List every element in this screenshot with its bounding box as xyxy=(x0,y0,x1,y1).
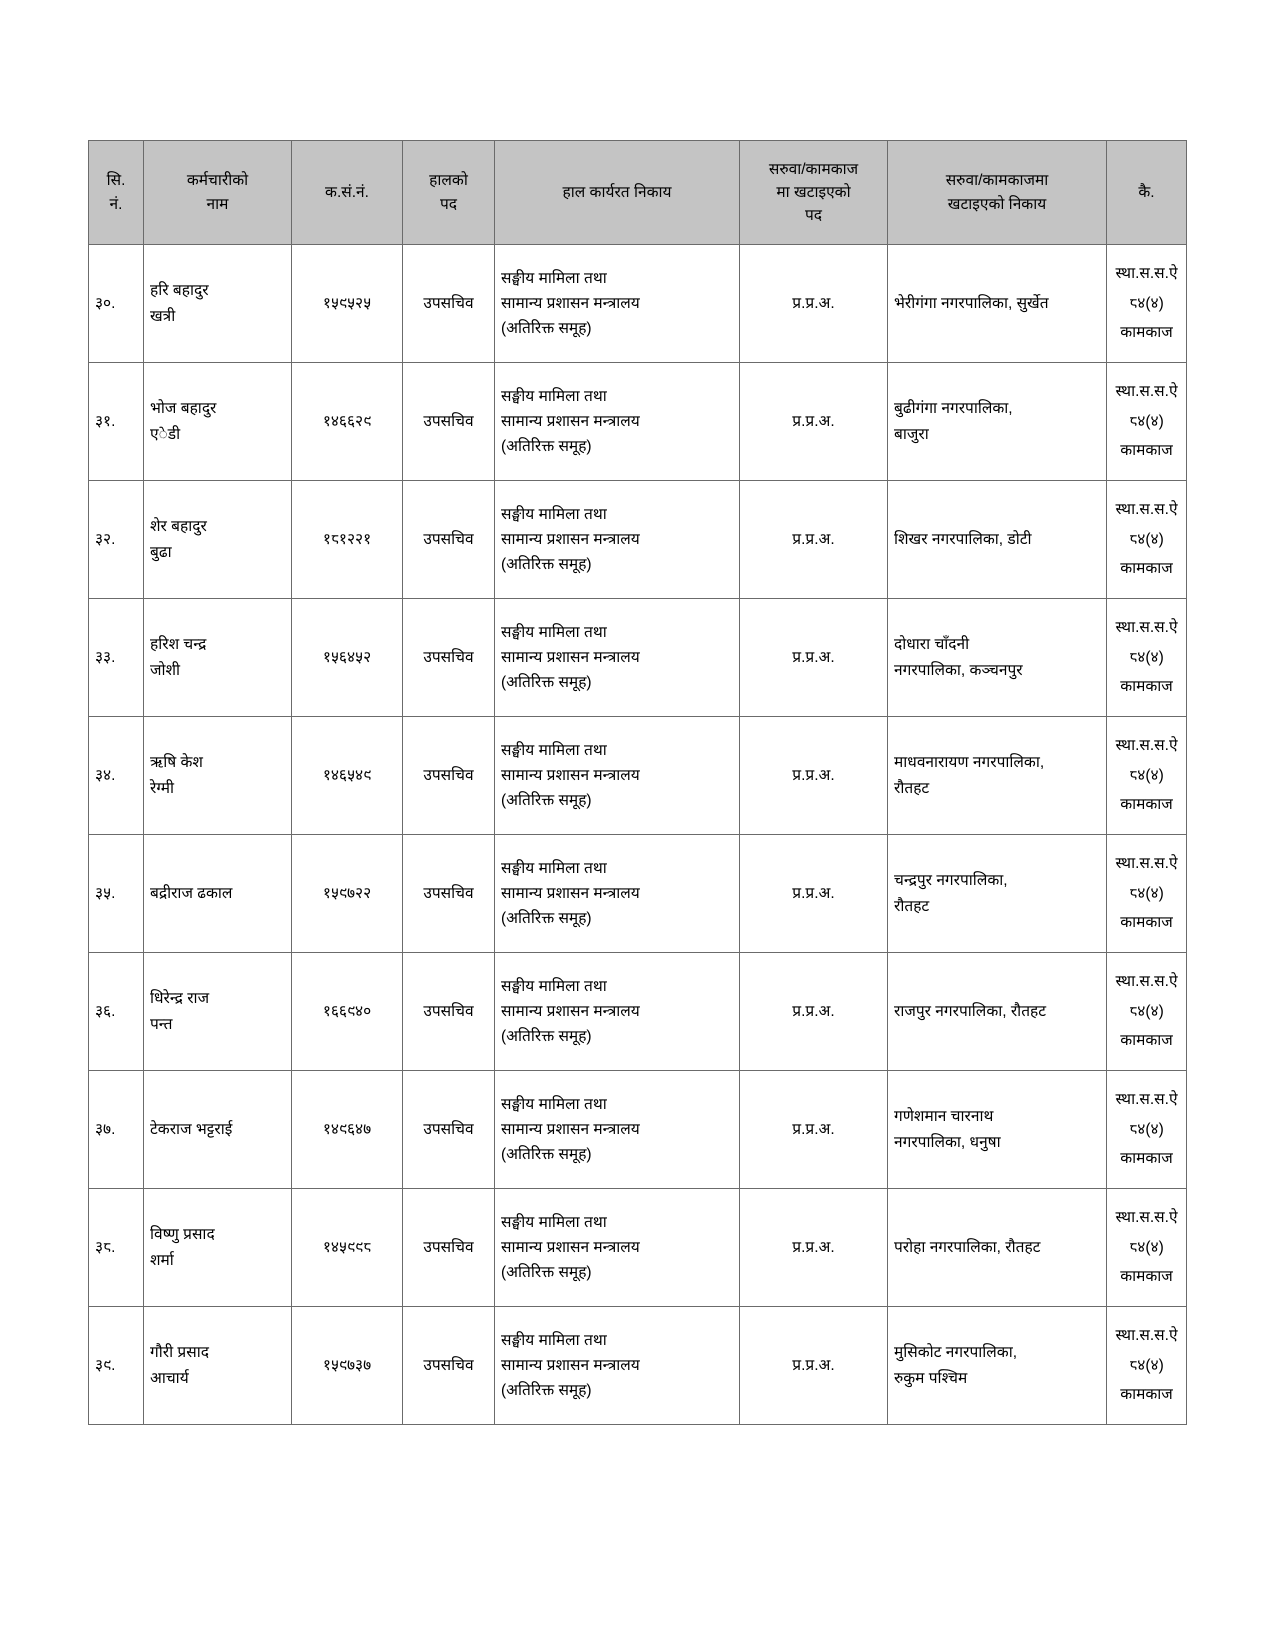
cell-employee-name xyxy=(144,1189,292,1307)
header-name-line2: नाम xyxy=(206,195,229,213)
table-row xyxy=(89,1071,1187,1189)
new-office-line1: चन्द्रपुर नगरपालिका, xyxy=(894,872,1008,890)
transfer-deputation-table xyxy=(88,140,1187,1425)
current-office-line2: सामान्य प्रशासन मन्त्रालय xyxy=(501,412,640,430)
cell-new-post xyxy=(740,363,888,481)
column-header-remarks: कै. xyxy=(1107,141,1187,245)
new-office-line2: बाजुरा xyxy=(894,425,929,443)
cell-employee-name xyxy=(144,1071,292,1189)
cell-new-post xyxy=(740,599,888,717)
cell-remarks xyxy=(1107,835,1187,953)
current-office-line3: (अतिरिक्त समूह) xyxy=(501,1382,592,1400)
header-newoff-line2: खटाइएको निकाय xyxy=(947,195,1047,213)
cell-new-post xyxy=(740,1307,888,1425)
new-post-text: प्र.प्र.अ. xyxy=(792,530,835,548)
new-post-text: प्र.प्र.अ. xyxy=(792,1002,835,1020)
cell-serial-number xyxy=(89,481,144,599)
cell-new-post xyxy=(740,717,888,835)
table-row xyxy=(89,481,1187,599)
cell-employee-name xyxy=(144,481,292,599)
current-office-line1: सङ्घीय मामिला तथा xyxy=(501,1331,607,1349)
employee-name-line2: जोशी xyxy=(150,661,181,679)
employee-name-line1: बद्रीराज ढकाल xyxy=(150,884,233,902)
serial-number-text: ३५. xyxy=(95,884,116,902)
current-post-text: उपसचिव xyxy=(423,1002,474,1020)
header-newpost-line1: सरुवा/कामकाज xyxy=(768,160,859,178)
employee-number-text: १५९७२२ xyxy=(322,884,372,902)
current-office-line3: (अतिरिक्त समूह) xyxy=(501,320,592,338)
table-row xyxy=(89,363,1187,481)
cell-new-office xyxy=(888,835,1107,953)
serial-number-text: ३६. xyxy=(95,1002,116,1020)
cell-current-post xyxy=(403,717,495,835)
cell-current-office xyxy=(495,599,740,717)
new-post-text: प्र.प्र.अ. xyxy=(792,884,835,902)
employee-name-line1: धिरेन्द्र राज xyxy=(150,990,210,1008)
employee-name-line1: विष्णु प्रसाद xyxy=(150,1226,215,1244)
current-office-line3: (अतिरिक्त समूह) xyxy=(501,792,592,810)
cell-employee-name xyxy=(144,599,292,717)
current-office-line3: (अतिरिक्त समूह) xyxy=(501,1146,592,1164)
new-office-line2: नगरपालिका, कञ्चनपुर xyxy=(894,661,1023,679)
column-header-current-office: हाल कार्यरत निकाय xyxy=(495,141,740,245)
current-office-line3: (अतिरिक्त समूह) xyxy=(501,556,592,574)
current-post-text: उपसचिव xyxy=(423,294,474,312)
cell-employee-number xyxy=(292,245,403,363)
cell-employee-number xyxy=(292,953,403,1071)
column-header-new-office xyxy=(888,141,1107,245)
serial-number-text: ३१. xyxy=(95,412,116,430)
new-post-text: प्र.प्र.अ. xyxy=(792,1120,835,1138)
cell-employee-name xyxy=(144,835,292,953)
column-header-current-post xyxy=(403,141,495,245)
column-header-serial-number xyxy=(89,141,144,245)
new-office-line2: रौतहट xyxy=(894,897,930,915)
cell-new-office xyxy=(888,953,1107,1071)
cell-remarks xyxy=(1107,1189,1187,1307)
remarks-line3: कामकाज xyxy=(1120,442,1173,460)
serial-number-text: ३३. xyxy=(95,648,116,666)
employee-name-line1: टेकराज भट्टराई xyxy=(150,1120,233,1138)
employee-name-line2: एेडी xyxy=(150,425,181,443)
current-office-line3: (अतिरिक्त समूह) xyxy=(501,1264,592,1282)
cell-serial-number xyxy=(89,599,144,717)
serial-number-text: ३२. xyxy=(95,530,116,548)
employee-name-line1: ऋषि केश xyxy=(150,754,203,772)
cell-serial-number xyxy=(89,835,144,953)
current-office-line2: सामान्य प्रशासन मन्त्रालय xyxy=(501,766,640,784)
employee-name-line2: शर्मा xyxy=(150,1251,174,1269)
current-office-line2: सामान्य प्रशासन मन्त्रालय xyxy=(501,1238,640,1256)
new-post-text: प्र.प्र.अ. xyxy=(792,1238,835,1256)
new-post-text: प्र.प्र.अ. xyxy=(792,294,835,312)
cell-serial-number xyxy=(89,1071,144,1189)
remarks-line2: ८४(४) xyxy=(1129,1238,1164,1256)
cell-remarks xyxy=(1107,953,1187,1071)
cell-new-office xyxy=(888,1189,1107,1307)
current-office-line1: सङ्घीय मामिला तथा xyxy=(501,1095,607,1113)
cell-new-office xyxy=(888,363,1107,481)
header-newoff-line1: सरुवा/कामकाजमा xyxy=(945,172,1049,190)
current-office-line1: सङ्घीय मामिला तथा xyxy=(501,623,607,641)
cell-current-post xyxy=(403,835,495,953)
employee-number-text: १५९५२५ xyxy=(322,294,372,312)
remarks-line1: स्था.स.स.ऐ xyxy=(1115,737,1178,755)
cell-employee-name xyxy=(144,953,292,1071)
header-name-line1: कर्मचारीको xyxy=(186,172,249,190)
new-office-line1: शिखर नगरपालिका, डोटी xyxy=(894,530,1032,548)
cell-remarks xyxy=(1107,363,1187,481)
cell-employee-number xyxy=(292,481,403,599)
table-header xyxy=(89,141,1187,245)
employee-name-line1: हरि बहादुर xyxy=(150,282,209,300)
remarks-line2: ८४(४) xyxy=(1129,1120,1164,1138)
header-newpost-line2: मा खटाइएको xyxy=(776,183,851,201)
current-office-line2: सामान्य प्रशासन मन्त्रालय xyxy=(501,884,640,902)
cell-employee-number xyxy=(292,835,403,953)
remarks-line2: ८४(४) xyxy=(1129,766,1164,784)
cell-remarks xyxy=(1107,481,1187,599)
remarks-line1: स्था.स.स.ऐ xyxy=(1115,1209,1178,1227)
cell-employee-number xyxy=(292,1189,403,1307)
new-office-line1: गणेशमान चारनाथ xyxy=(894,1108,994,1126)
remarks-line1: स्था.स.स.ऐ xyxy=(1115,1327,1178,1345)
cell-remarks xyxy=(1107,1307,1187,1425)
new-office-line1: बुढीगंगा नगरपालिका, xyxy=(894,400,1013,418)
employee-name-line2: रेग्मी xyxy=(150,779,174,797)
cell-current-office xyxy=(495,363,740,481)
remarks-line1: स्था.स.स.ऐ xyxy=(1115,973,1178,991)
cell-serial-number xyxy=(89,363,144,481)
current-post-text: उपसचिव xyxy=(423,884,474,902)
cell-remarks xyxy=(1107,599,1187,717)
cell-employee-name xyxy=(144,363,292,481)
cell-employee-name xyxy=(144,1307,292,1425)
cell-new-office xyxy=(888,1071,1107,1189)
current-office-line3: (अतिरिक्त समूह) xyxy=(501,438,592,456)
cell-current-office xyxy=(495,717,740,835)
remarks-line3: कामकाज xyxy=(1120,324,1173,342)
cell-new-office xyxy=(888,481,1107,599)
cell-serial-number xyxy=(89,1307,144,1425)
table-row xyxy=(89,245,1187,363)
header-row xyxy=(89,141,1187,245)
current-office-line1: सङ्घीय मामिला तथा xyxy=(501,859,607,877)
cell-employee-number xyxy=(292,1071,403,1189)
cell-new-office xyxy=(888,1307,1107,1425)
current-post-text: उपसचिव xyxy=(423,1356,474,1374)
remarks-line1: स्था.स.स.ऐ xyxy=(1115,1091,1178,1109)
cell-current-post xyxy=(403,481,495,599)
remarks-line1: स्था.स.स.ऐ xyxy=(1115,265,1178,283)
cell-remarks xyxy=(1107,1071,1187,1189)
header-post-line1: हालको xyxy=(429,172,468,190)
cell-serial-number xyxy=(89,953,144,1071)
current-office-line2: सामान्य प्रशासन मन्त्रालय xyxy=(501,1120,640,1138)
new-office-line1: परोहा नगरपालिका, रौतहट xyxy=(894,1238,1041,1256)
employee-number-text: १६६९४० xyxy=(322,1002,372,1020)
cell-employee-number xyxy=(292,1307,403,1425)
cell-remarks xyxy=(1107,717,1187,835)
current-office-line2: सामान्य प्रशासन मन्त्रालय xyxy=(501,1002,640,1020)
remarks-line2: ८४(४) xyxy=(1129,530,1164,548)
cell-employee-number xyxy=(292,363,403,481)
current-office-line1: सङ्घीय मामिला तथा xyxy=(501,387,607,405)
employee-name-line2: बुढा xyxy=(150,543,172,561)
serial-number-text: ३७. xyxy=(95,1120,116,1138)
table-row xyxy=(89,599,1187,717)
table-row xyxy=(89,953,1187,1071)
cell-current-office xyxy=(495,1189,740,1307)
remarks-line2: ८४(४) xyxy=(1129,1002,1164,1020)
current-post-text: उपसचिव xyxy=(423,412,474,430)
cell-new-post xyxy=(740,953,888,1071)
cell-new-office xyxy=(888,599,1107,717)
cell-current-post xyxy=(403,953,495,1071)
employee-name-line1: गौरी प्रसाद xyxy=(150,1344,209,1362)
current-office-line3: (अतिरिक्त समूह) xyxy=(501,910,592,928)
current-post-text: उपसचिव xyxy=(423,530,474,548)
cell-new-office xyxy=(888,717,1107,835)
cell-employee-name xyxy=(144,245,292,363)
column-header-new-post xyxy=(740,141,888,245)
serial-number-text: ३९. xyxy=(95,1356,116,1374)
cell-serial-number xyxy=(89,717,144,835)
new-office-line1: दोधारा चाँदनी xyxy=(894,636,970,654)
remarks-line3: कामकाज xyxy=(1120,1150,1173,1168)
cell-current-post xyxy=(403,599,495,717)
remarks-line3: कामकाज xyxy=(1120,678,1173,696)
remarks-line2: ८४(४) xyxy=(1129,1356,1164,1374)
cell-serial-number xyxy=(89,1189,144,1307)
header-post-line2: पद xyxy=(439,195,458,213)
cell-current-office xyxy=(495,1307,740,1425)
table-row xyxy=(89,835,1187,953)
remarks-line3: कामकाज xyxy=(1120,796,1173,814)
cell-current-office xyxy=(495,245,740,363)
serial-number-text: ३४. xyxy=(95,766,116,784)
table-row xyxy=(89,1189,1187,1307)
serial-number-text: ३०. xyxy=(95,294,116,312)
remarks-line3: कामकाज xyxy=(1120,1032,1173,1050)
new-office-line1: माधवनारायण नगरपालिका, xyxy=(894,754,1045,772)
employee-number-text: १४५९९८ xyxy=(322,1238,372,1256)
current-post-text: उपसचिव xyxy=(423,766,474,784)
table-row xyxy=(89,717,1187,835)
remarks-line1: स्था.स.स.ऐ xyxy=(1115,383,1178,401)
current-office-line2: सामान्य प्रशासन मन्त्रालय xyxy=(501,530,640,548)
new-post-text: प्र.प्र.अ. xyxy=(792,766,835,784)
remarks-line2: ८४(४) xyxy=(1129,294,1164,312)
cell-employee-number xyxy=(292,717,403,835)
current-office-line1: सङ्घीय मामिला तथा xyxy=(501,977,607,995)
employee-number-text: १८१२२१ xyxy=(322,530,372,548)
new-office-line1: भेरीगंगा नगरपालिका, सुर्खेत xyxy=(894,294,1049,312)
remarks-line2: ८४(४) xyxy=(1129,412,1164,430)
new-post-text: प्र.प्र.अ. xyxy=(792,412,835,430)
cell-employee-number xyxy=(292,599,403,717)
current-office-line1: सङ्घीय मामिला तथा xyxy=(501,269,607,287)
cell-employee-name xyxy=(144,717,292,835)
employee-number-text: १५९७३७ xyxy=(322,1356,372,1374)
new-office-line1: मुसिकोट नगरपालिका, xyxy=(894,1344,1018,1362)
header-serial-line2: नं. xyxy=(109,195,123,213)
header-serial-line1: सि. xyxy=(106,172,126,190)
cell-new-post xyxy=(740,245,888,363)
cell-current-post xyxy=(403,1189,495,1307)
new-office-line2: रुकुम पश्चिम xyxy=(894,1369,968,1387)
remarks-line3: कामकाज xyxy=(1120,1268,1173,1286)
cell-new-post xyxy=(740,1071,888,1189)
cell-serial-number xyxy=(89,245,144,363)
cell-current-post xyxy=(403,363,495,481)
new-post-text: प्र.प्र.अ. xyxy=(792,648,835,666)
current-office-line3: (अतिरिक्त समूह) xyxy=(501,1028,592,1046)
employee-number-text: १४६६२९ xyxy=(322,412,372,430)
current-post-text: उपसचिव xyxy=(423,1238,474,1256)
cell-new-post xyxy=(740,481,888,599)
cell-current-office xyxy=(495,1071,740,1189)
current-post-text: उपसचिव xyxy=(423,1120,474,1138)
current-office-line3: (अतिरिक्त समूह) xyxy=(501,674,592,692)
employee-name-line2: आचार्य xyxy=(150,1369,189,1387)
employee-number-text: १४६५४९ xyxy=(322,766,372,784)
current-office-line1: सङ्घीय मामिला तथा xyxy=(501,1213,607,1231)
remarks-line3: कामकाज xyxy=(1120,914,1173,932)
remarks-line1: स्था.स.स.ऐ xyxy=(1115,855,1178,873)
cell-current-post xyxy=(403,245,495,363)
table-row xyxy=(89,1307,1187,1425)
current-post-text: उपसचिव xyxy=(423,648,474,666)
cell-current-office xyxy=(495,481,740,599)
cell-new-post xyxy=(740,1189,888,1307)
employee-number-text: १५६४५२ xyxy=(322,648,372,666)
remarks-line2: ८४(४) xyxy=(1129,884,1164,902)
cell-current-post xyxy=(403,1307,495,1425)
cell-remarks xyxy=(1107,245,1187,363)
header-newpost-line3: पद xyxy=(804,207,823,225)
column-header-employee-number: क.सं.नं. xyxy=(292,141,403,245)
current-office-line1: सङ्घीय मामिला तथा xyxy=(501,505,607,523)
new-post-text: प्र.प्र.अ. xyxy=(792,1356,835,1374)
new-office-line2: रौतहट xyxy=(894,779,930,797)
cell-current-office xyxy=(495,953,740,1071)
remarks-line1: स्था.स.स.ऐ xyxy=(1115,501,1178,519)
new-office-line2: नगरपालिका, धनुषा xyxy=(894,1133,1001,1151)
new-office-line1: राजपुर नगरपालिका, रौतहट xyxy=(894,1002,1047,1020)
employee-name-line1: शेर बहादुर xyxy=(150,518,207,536)
employee-name-line1: भोज बहादुर xyxy=(150,400,217,418)
table-body xyxy=(89,245,1187,1425)
remarks-line2: ८४(४) xyxy=(1129,648,1164,666)
employee-number-text: १४९६४७ xyxy=(322,1120,372,1138)
current-office-line1: सङ्घीय मामिला तथा xyxy=(501,741,607,759)
remarks-line3: कामकाज xyxy=(1120,1386,1173,1404)
employee-name-line2: खत्री xyxy=(150,307,176,325)
current-office-line2: सामान्य प्रशासन मन्त्रालय xyxy=(501,294,640,312)
cell-current-post xyxy=(403,1071,495,1189)
employee-name-line1: हरिश चन्द्र xyxy=(150,636,207,654)
employee-name-line2: पन्त xyxy=(150,1015,173,1033)
current-office-line2: सामान्य प्रशासन मन्त्रालय xyxy=(501,1356,640,1374)
serial-number-text: ३८. xyxy=(95,1238,116,1256)
cell-new-post xyxy=(740,835,888,953)
remarks-line3: कामकाज xyxy=(1120,560,1173,578)
cell-current-office xyxy=(495,835,740,953)
column-header-employee-name xyxy=(144,141,292,245)
cell-new-office xyxy=(888,245,1107,363)
remarks-line1: स्था.स.स.ऐ xyxy=(1115,619,1178,637)
current-office-line2: सामान्य प्रशासन मन्त्रालय xyxy=(501,648,640,666)
